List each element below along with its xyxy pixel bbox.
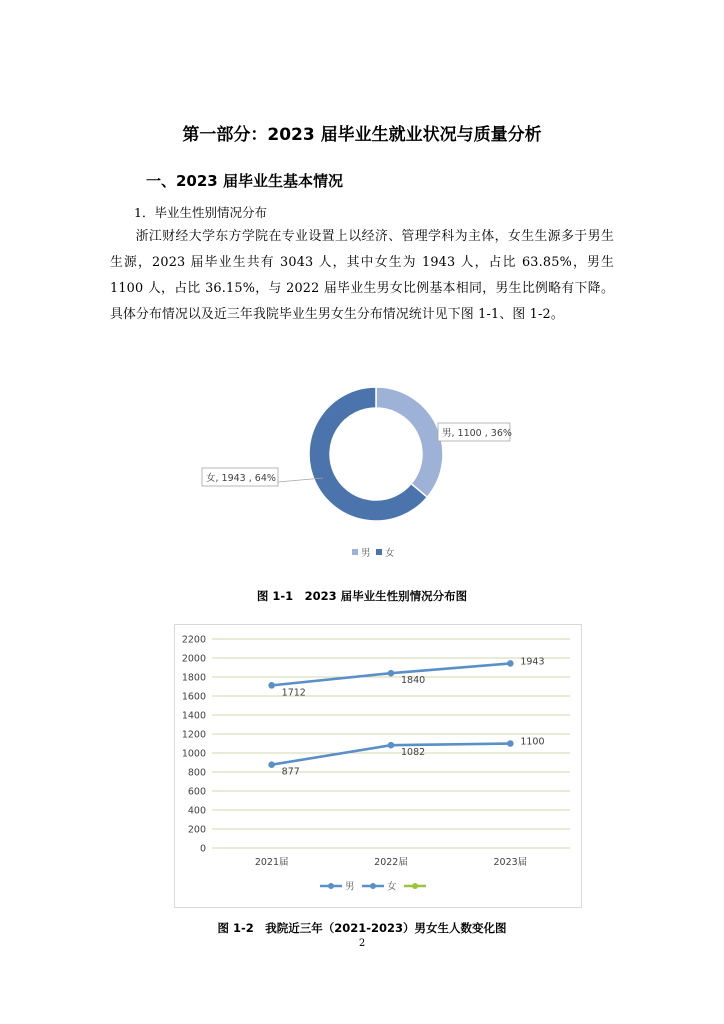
donut-chart (190, 378, 512, 578)
legend-marker-third (412, 883, 418, 889)
data-point (388, 670, 395, 677)
data-label: 1082 (401, 747, 426, 759)
data-point (268, 682, 275, 689)
data-point (268, 761, 275, 768)
y-tick-label: 1400 (181, 710, 206, 722)
legend-label-female: 女 (387, 881, 397, 893)
legend-label-male: 男 (361, 548, 371, 559)
page-title: 第一部分：2023 届毕业生就业状况与质量分析 (182, 125, 542, 145)
legend-label-female: 女 (385, 548, 395, 559)
data-label-male: 男, 1100 , 36% (442, 428, 512, 439)
x-tick-label: 2022届 (374, 857, 408, 868)
data-label: 877 (281, 766, 300, 778)
y-tick-label: 1000 (181, 748, 206, 760)
data-point (507, 740, 514, 747)
legend-swatch-female (376, 549, 382, 555)
data-label-female: 女, 1943 , 64% (206, 473, 276, 484)
y-tick-label: 1600 (181, 691, 206, 703)
y-tick-label: 200 (187, 824, 206, 836)
y-tick-label: 2000 (181, 653, 206, 665)
data-label: 1840 (401, 675, 426, 687)
y-tick-label: 2200 (181, 634, 206, 646)
y-tick-label: 400 (187, 805, 206, 817)
line-chart (174, 624, 582, 908)
y-tick-label: 1800 (181, 672, 206, 684)
legend-marker-male (328, 883, 334, 889)
legend-marker-female (370, 883, 376, 889)
data-label: 1943 (520, 656, 545, 668)
figure-caption-1: 图 1-1 2023 届毕业生性别情况分布图 (256, 589, 468, 603)
section-heading: 一、2023 届毕业生基本情况 (146, 172, 343, 190)
legend-label-male: 男 (345, 881, 355, 893)
data-point (388, 742, 395, 749)
y-tick-label: 1200 (181, 729, 206, 741)
y-tick-label: 800 (187, 767, 206, 779)
x-tick-label: 2023届 (493, 857, 528, 868)
body-paragraph: 浙江财经大学东方学院在专业设置上以经济、管理学科为主体，女生生源多于男生生源，2023 届毕业生共有 3043 人，其中女生为 1943 人，占比 63.85%，男生 1100 人，占比 36.15%，与 2022 届毕业生男女比例基本相同，男生比例略有下降。具体分布情况以及近三年我院毕业生男女生分布情况统计见下图 1-1、图 1-2。 (110, 229, 614, 322)
y-tick-label: 600 (187, 786, 206, 798)
figure-caption-2: 图 1-2 我院近三年（2021-2023）男女生人数变化图 (217, 921, 507, 935)
pie-slice-male (376, 387, 443, 497)
page-number: 2 (358, 938, 366, 949)
y-tick-label: 0 (199, 843, 206, 855)
legend-swatch-male (352, 549, 358, 555)
data-label: 1100 (520, 736, 545, 748)
x-tick-label: 2021届 (254, 857, 289, 868)
data-label: 1712 (281, 687, 306, 699)
subsection-heading: 1．毕业生性别情况分布 (134, 205, 267, 220)
data-point (507, 660, 514, 667)
